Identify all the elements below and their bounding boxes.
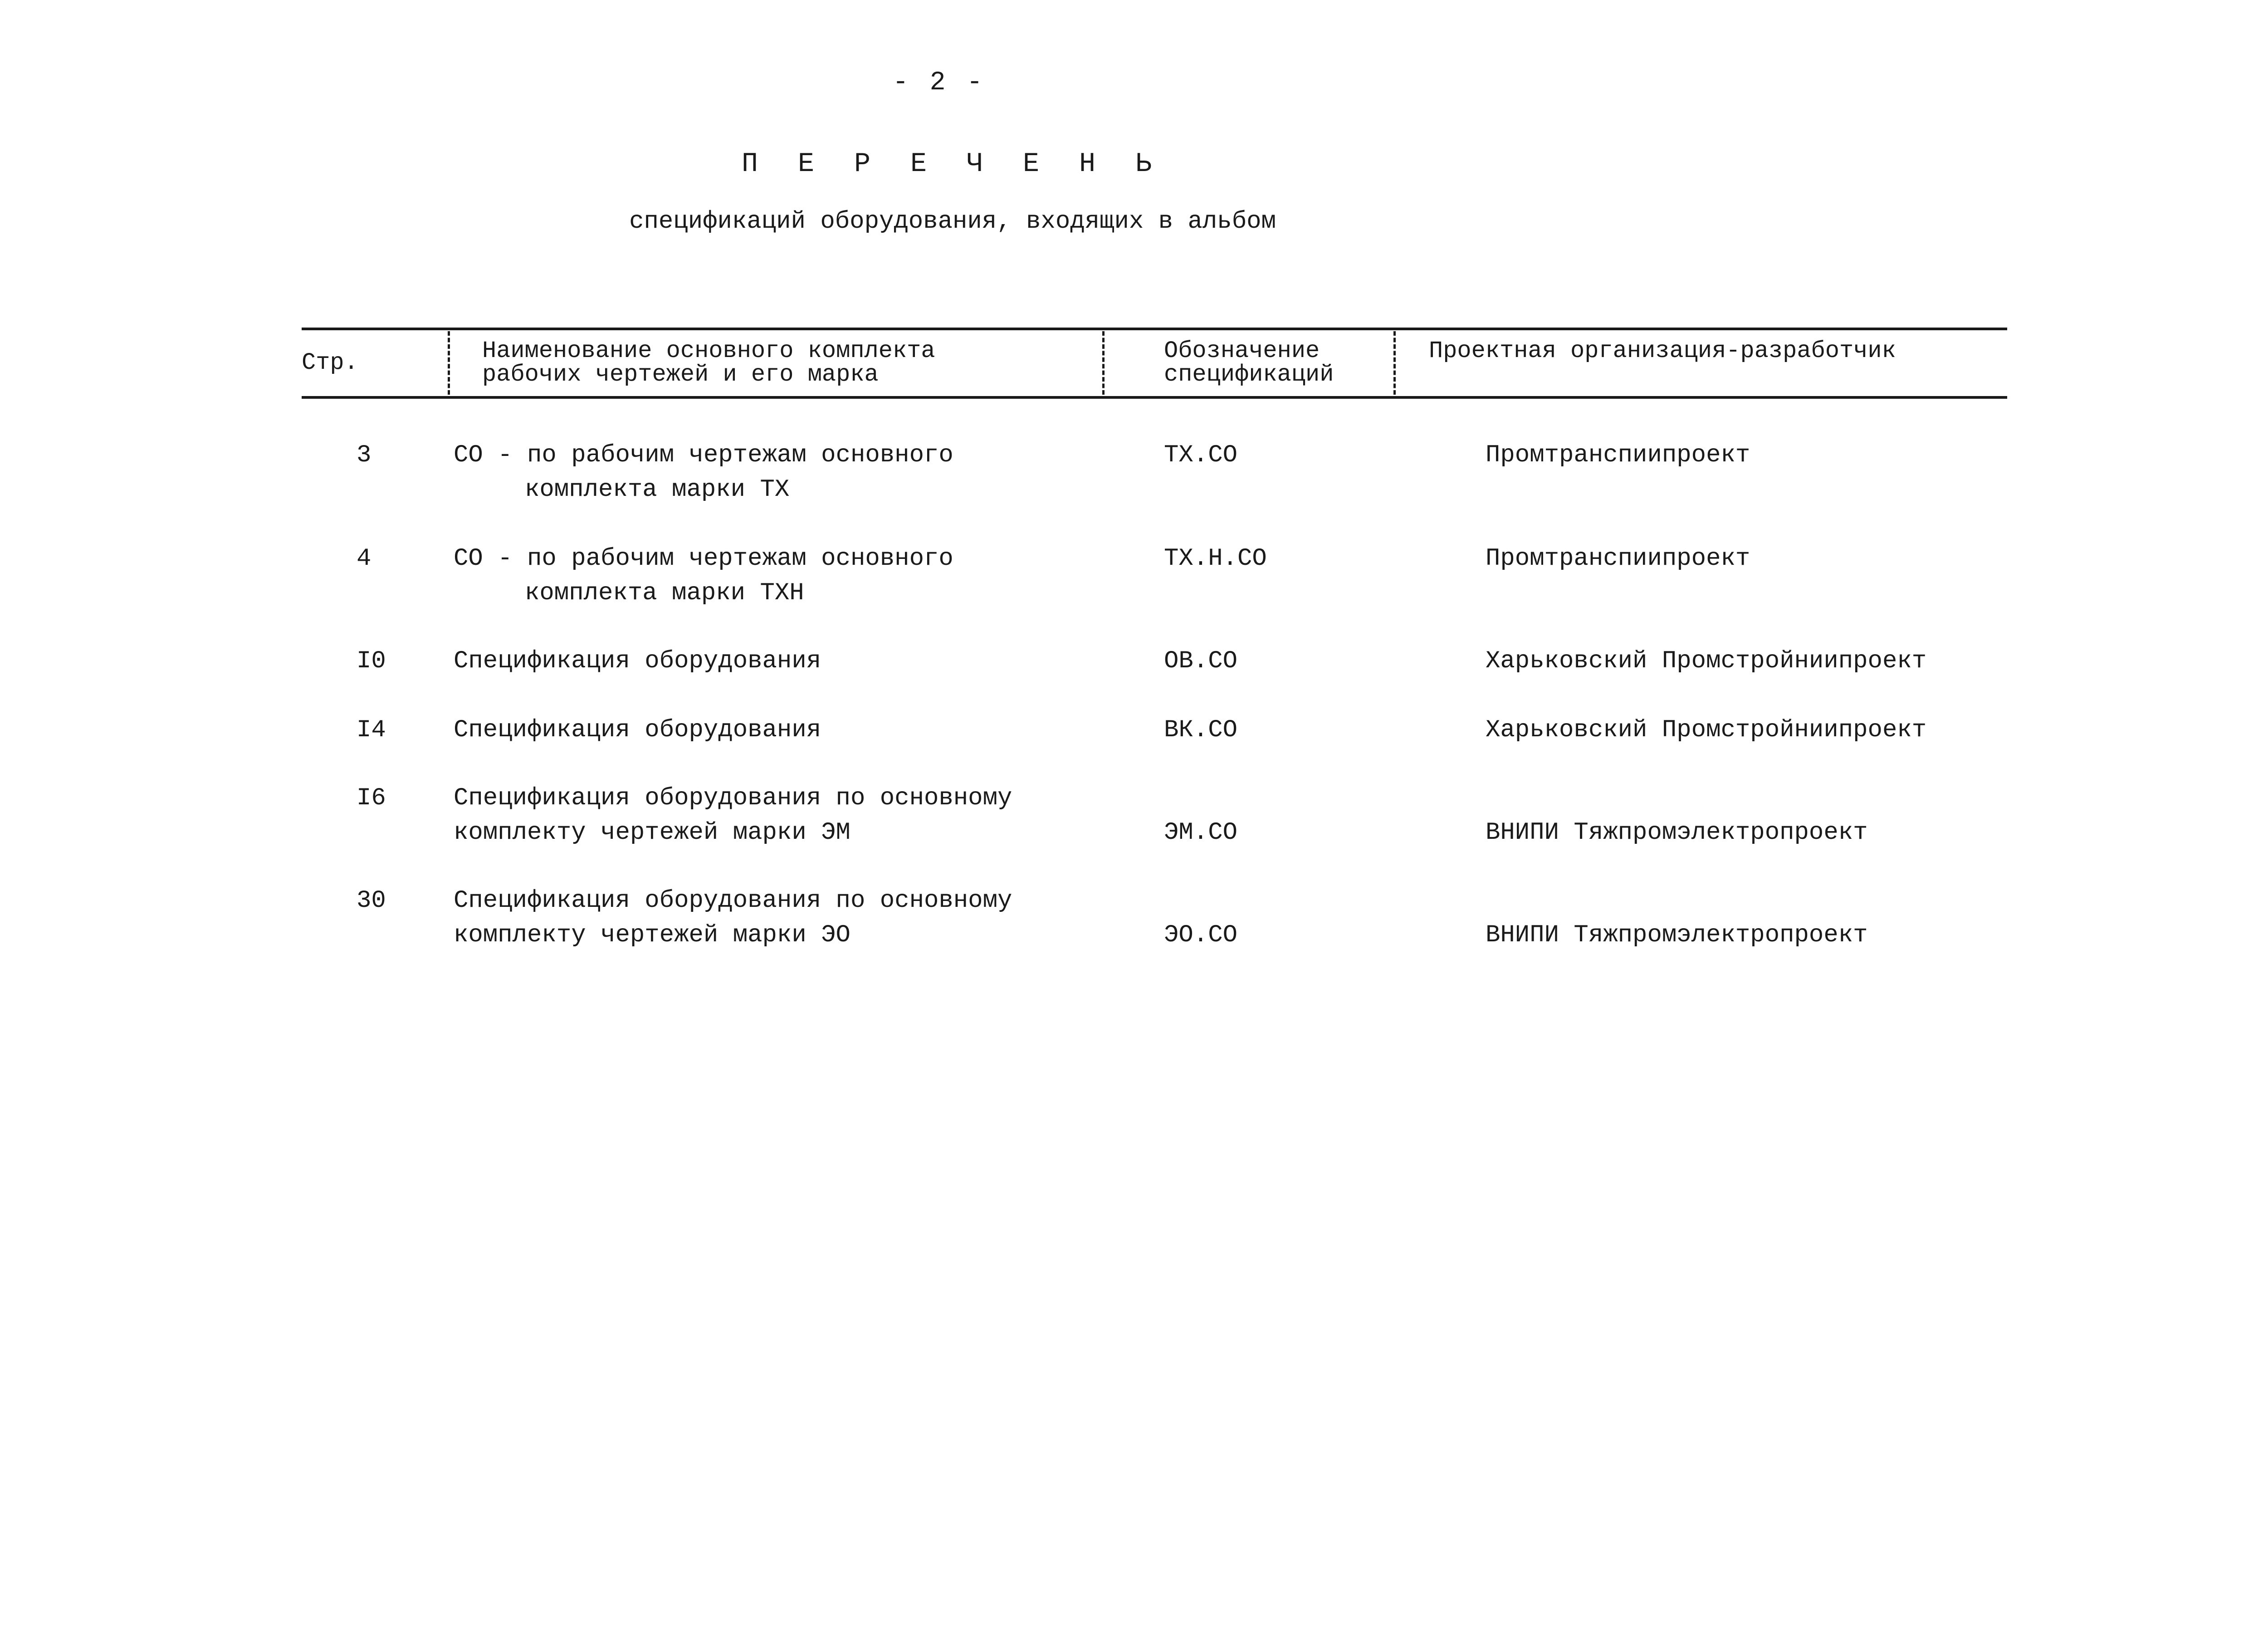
table-cell-designation: ЭМ.СО xyxy=(1164,819,1238,847)
table-cell-name: СО - по рабочим чертежам основного xyxy=(454,441,953,469)
header-name-line2: рабочих чертежей и его марка xyxy=(482,361,879,388)
table-cell-name: комплекту чертежей марки ЭО xyxy=(454,921,850,949)
header-name-line1: Наименование основного комплекта xyxy=(482,338,935,364)
header-page: Стр. xyxy=(302,349,358,376)
table-cell-organization: Промтранспиипроект xyxy=(1486,545,1750,573)
table-cell-designation: ТХ.СО xyxy=(1164,441,1238,469)
table-cell-name: комплекту чертежей марки ЭМ xyxy=(454,819,850,847)
table-cell-designation: ЭО.СО xyxy=(1164,921,1238,949)
table-cell-name: Спецификация оборудования по основному xyxy=(454,784,1012,812)
table-cell-name: Спецификация оборудования по основному xyxy=(454,887,1012,915)
table-cell-name: СО - по рабочим чертежам основного xyxy=(454,545,953,573)
table-cell-organization: Харьковский Промстройниипроект xyxy=(1486,647,1927,675)
table-cell-page: 30 xyxy=(357,887,386,915)
table-cell-page: I4 xyxy=(357,716,386,744)
table-cell-organization: Харьковский Промстройниипроект xyxy=(1486,716,1927,744)
table-cell-organization: ВНИПИ Тяжпромэлектропроект xyxy=(1486,819,1868,847)
table-cell-designation: ВК.СО xyxy=(1164,716,1238,744)
table-cell-page: 4 xyxy=(357,545,371,573)
header-designation-line1: Обозначение xyxy=(1164,338,1320,364)
table-cell-organization: Промтранспиипроект xyxy=(1486,441,1750,469)
document-subtitle: спецификаций оборудования, входящих в альбом xyxy=(629,208,1276,235)
header-designation-line2: спецификаций xyxy=(1164,361,1334,388)
table-cell-name: Спецификация оборудования xyxy=(454,716,821,744)
column-separator xyxy=(448,331,450,395)
column-separator xyxy=(1102,331,1105,395)
table-cell-name: Спецификация оборудования xyxy=(454,647,821,675)
column-separator xyxy=(1393,331,1396,395)
page-number: - 2 - xyxy=(892,68,986,98)
table-top-rule xyxy=(302,328,2007,330)
table-cell-name: комплекта марки ТХ xyxy=(525,476,790,504)
table-cell-page: I0 xyxy=(357,647,386,675)
table-cell-designation: ТХ.Н.СО xyxy=(1164,545,1267,573)
table-header-bottom-rule xyxy=(302,396,2007,399)
table-cell-page: I6 xyxy=(357,784,386,812)
table-cell-name: комплекта марки ТХН xyxy=(525,579,804,607)
header-organization: Проектная организация-разработчик xyxy=(1429,338,1896,364)
table-cell-designation: ОВ.СО xyxy=(1164,647,1238,675)
table-cell-organization: ВНИПИ Тяжпромэлектропроект xyxy=(1486,921,1868,949)
document-title: П Е Р Е Ч Е Н Ь xyxy=(741,149,1164,180)
table-cell-page: 3 xyxy=(357,441,371,469)
